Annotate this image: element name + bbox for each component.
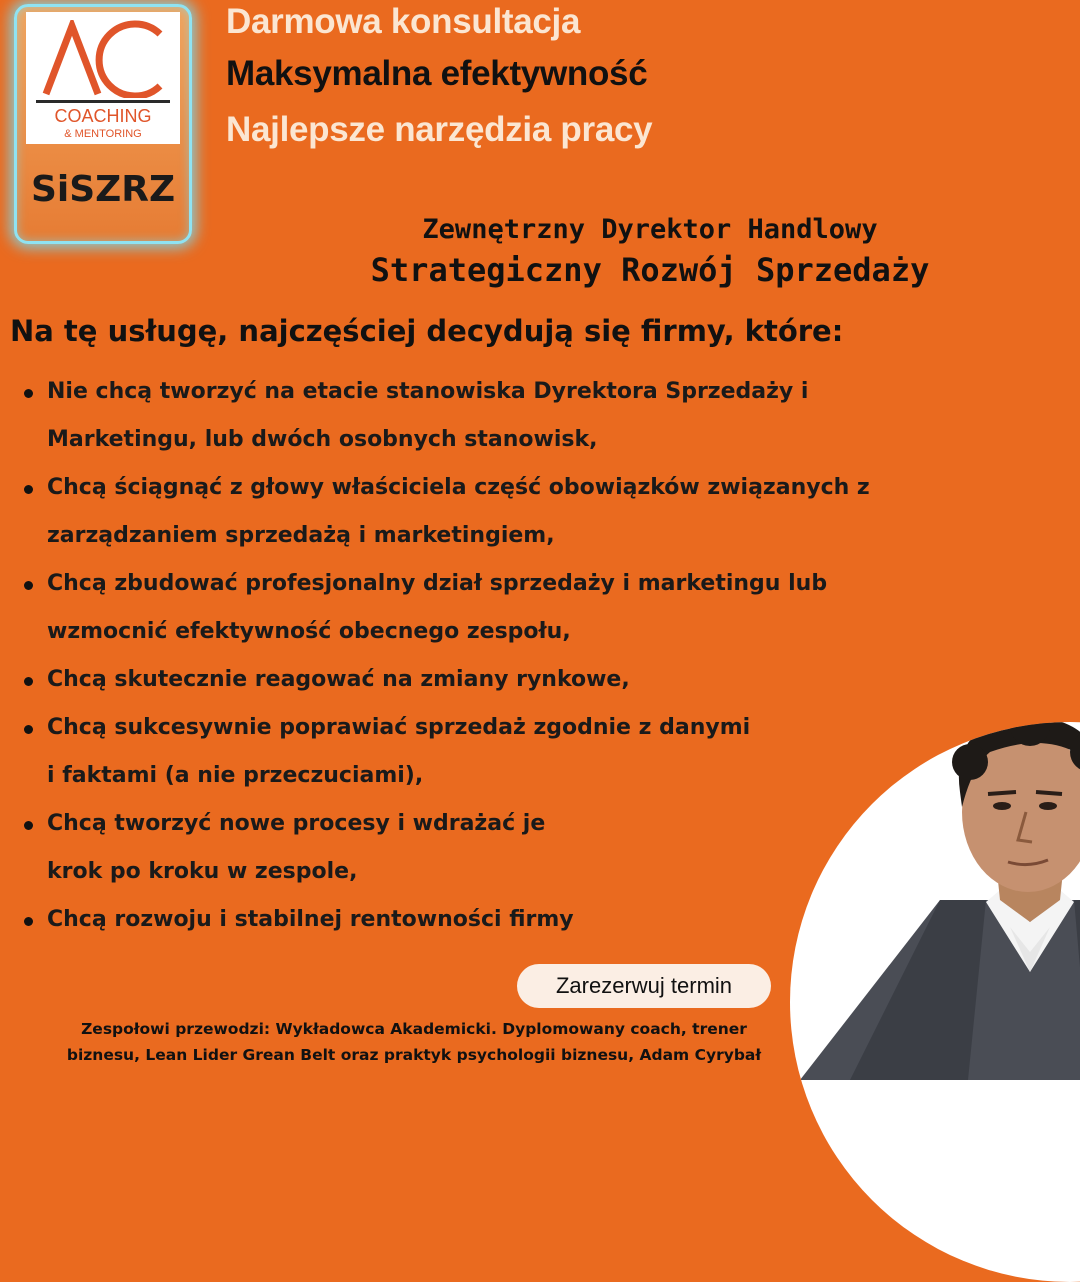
list-item-text: krok po kroku w zespole, (47, 859, 358, 884)
list-item-text: wzmocnić efektywność obecnego zespołu, (47, 619, 571, 644)
logo-divider (36, 100, 170, 103)
logo-plate (26, 12, 180, 144)
logo-ac-mark (42, 20, 166, 98)
list-item (20, 368, 870, 464)
list-item (20, 800, 870, 896)
list-item-text: Chcą ściągnąć z głowy właściciela część obowiązków związanych z (47, 475, 870, 500)
benefits-list (20, 368, 870, 944)
list-item-text: Chcą tworzyć nowe procesy i wdrażać je (47, 811, 546, 836)
tagline-best-tools: Najlepsze narzędzia pracy (226, 110, 653, 149)
logo-mentoring-text: & MENTORING (64, 128, 142, 140)
list-item-text: zarządzaniem sprzedażą i marketingiem, (47, 523, 555, 548)
tagline-max-efficiency: Maksymalna efektywność (226, 54, 648, 93)
service-subtitle: Strategiczny Rozwój Sprzedaży (370, 251, 930, 289)
logo (14, 4, 192, 244)
person-illustration (790, 722, 1080, 1282)
tagline-free-consultation: Darmowa konsultacja (226, 2, 581, 41)
list-item-text: Chcą zbudować profesjonalny dział sprzedaży i marketingu lub (47, 571, 828, 596)
list-item-text: Marketingu, lub dwóch osobnych stanowisk, (47, 427, 598, 452)
list-item (20, 464, 870, 560)
book-appointment-button[interactable]: Zarezerwuj termin (517, 964, 771, 1008)
logo-coaching-text: COACHING (54, 106, 152, 126)
intro-heading: Na tę usługę, najczęściej decydują się firmy, które: (10, 314, 844, 348)
list-item-text: i faktami (a nie przeczuciami), (47, 763, 424, 788)
list-item (20, 656, 870, 704)
service-title: Zewnętrzny Dyrektor Handlowy (422, 214, 878, 245)
list-item (20, 704, 870, 800)
footer-bio (6, 1016, 822, 1068)
list-item (20, 560, 870, 656)
logo-badge-text: SiSZRZ (30, 169, 176, 210)
list-item-text: Chcą skutecznie reagować na zmiany rynkowe, (47, 667, 630, 692)
list-item (20, 896, 870, 944)
list-item-text: Chcą sukcesywnie poprawiać sprzedaż zgodnie z danymi (47, 715, 751, 740)
list-item-text: Nie chcą tworzyć na etacie stanowiska Dyrektora Sprzedaży i (47, 379, 809, 404)
footer-line: Zespołowi przewodzi: Wykładowca Akademicki. Dyplomowany coach, trener (81, 1020, 747, 1038)
list-item-text: Chcą rozwoju i stabilnej rentowności firmy (47, 907, 574, 932)
portrait-photo (790, 722, 1080, 1282)
footer-line: biznesu, Lean Lider Grean Belt oraz praktyk psychologii biznesu, Adam Cyrybał (66, 1046, 762, 1064)
